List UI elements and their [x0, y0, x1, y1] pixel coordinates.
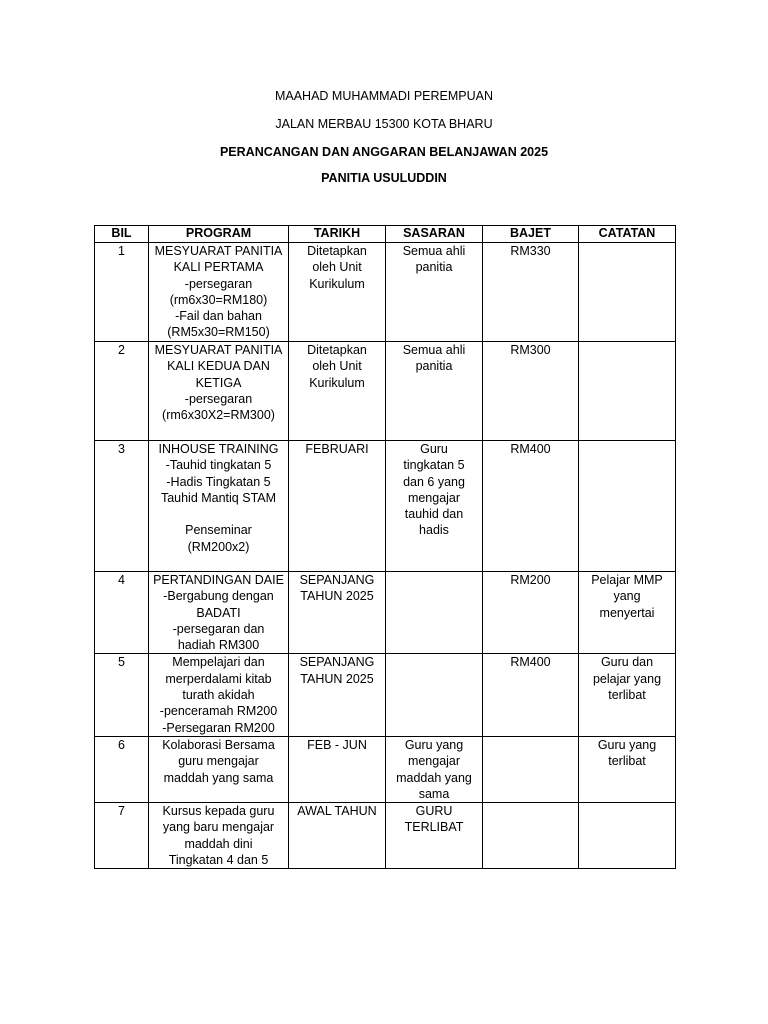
- cell-line: (rm6x30X2=RM300): [162, 408, 275, 423]
- cell-line: Guru dan: [600, 655, 654, 670]
- cell-line: AWAL TAHUN: [297, 804, 377, 819]
- cell-catatan: [579, 803, 676, 869]
- cell-sasaran: [386, 441, 483, 572]
- table-row: [95, 654, 676, 736]
- cell-line: RM330: [510, 244, 551, 258]
- cell-line: (rm6x30=RM180): [169, 292, 268, 307]
- cell-tarikh: [289, 803, 386, 869]
- cell-line: terlibat: [608, 754, 646, 769]
- cell-line: KETIGA: [195, 375, 242, 390]
- panel-name: PANITIA USULUDDIN: [321, 171, 447, 185]
- cell-line: Kursus kepada guru: [162, 804, 275, 819]
- table-body: [95, 243, 676, 869]
- cell-catatan: [579, 654, 676, 736]
- cell-line: Ditetapkan: [307, 244, 367, 258]
- cell-bil: 5: [95, 654, 149, 736]
- cell-sasaran: [386, 342, 483, 441]
- cell-line: INHOUSE TRAINING: [158, 442, 279, 456]
- cell-line: Semua ahli: [402, 343, 466, 357]
- cell-line: TERLIBAT: [404, 820, 464, 835]
- cell-bajet: [483, 572, 579, 654]
- column-header-bil: BIL: [95, 226, 149, 243]
- cell-tarikh: [289, 342, 386, 441]
- cell-line: MESYUARAT PANITIA: [154, 343, 283, 357]
- cell-line: -persegaran dan: [172, 621, 265, 636]
- cell-line: Mempelajari dan: [172, 655, 265, 670]
- cell-line: PERTANDINGAN DAIE: [153, 573, 284, 587]
- cell-line: (RM200x2): [187, 539, 250, 554]
- cell-line: Kurikulum: [309, 375, 365, 390]
- cell-tarikh: [289, 441, 386, 572]
- cell-line: SEPANJANG: [299, 573, 375, 587]
- table-header-row: [95, 226, 676, 243]
- cell-bil: 7: [95, 803, 149, 869]
- cell-tarikh: [289, 572, 386, 654]
- cell-line: GURU: [415, 804, 453, 819]
- cell-line: merperdalami kitab: [165, 671, 272, 686]
- cell-line: Tauhid Mantiq STAM: [160, 490, 277, 505]
- cell-bajet: [483, 342, 579, 441]
- table-row: [95, 243, 676, 342]
- cell-sasaran: [386, 243, 483, 342]
- cell-line: oleh Unit: [312, 359, 362, 374]
- cell-line: panitia: [415, 359, 453, 374]
- cell-line: -persegaran: [184, 276, 253, 291]
- cell-tarikh: [289, 736, 386, 802]
- cell-line: mengajar: [407, 490, 461, 505]
- cell-line: Kurikulum: [309, 276, 365, 291]
- cell-line: -penceramah RM200: [159, 704, 278, 719]
- cell-line: TAHUN 2025: [300, 589, 374, 604]
- cell-line: Pelajar MMP: [591, 573, 663, 587]
- cell-line: maddah yang sama: [163, 770, 274, 785]
- cell-line: yang baru mengajar: [162, 820, 275, 835]
- cell-line: hadiah RM300: [177, 638, 260, 653]
- cell-line: tauhid dan: [404, 507, 464, 522]
- cell-tarikh: [289, 243, 386, 342]
- cell-line: KALI KEDUA DAN: [167, 359, 270, 374]
- cell-bil: 1: [95, 243, 149, 342]
- column-header-sasaran: SASARAN: [386, 226, 483, 243]
- cell-tarikh: [289, 654, 386, 736]
- cell-bil: 6: [95, 736, 149, 802]
- column-header-tarikh: TARIKH: [289, 226, 386, 243]
- cell-catatan: [579, 736, 676, 802]
- cell-line: RM200: [510, 573, 551, 587]
- cell-catatan: [579, 441, 676, 572]
- cell-line: yang: [613, 589, 641, 604]
- cell-line: -Persegaran RM200: [162, 720, 275, 735]
- document-title: PERANCANGAN DAN ANGGARAN BELANJAWAN 2025: [219, 145, 549, 159]
- school-name: MAAHAD MUHAMMADI PEREMPUAN: [274, 89, 494, 103]
- cell-line: BADATI: [196, 605, 241, 620]
- cell-line: sama: [418, 786, 450, 801]
- cell-program: [149, 441, 289, 572]
- column-header-program: PROGRAM: [149, 226, 289, 243]
- cell-line: mengajar: [407, 754, 461, 769]
- cell-line: Guru yang: [597, 737, 657, 752]
- cell-program: [149, 243, 289, 342]
- cell-line: Semua ahli: [402, 244, 466, 258]
- cell-line: Ditetapkan: [307, 343, 367, 357]
- cell-catatan: [579, 572, 676, 654]
- cell-line: Penseminar: [185, 523, 252, 538]
- cell-bajet: [483, 654, 579, 736]
- budget-table: [94, 225, 676, 869]
- cell-line: [152, 506, 285, 522]
- cell-sasaran: [386, 736, 483, 802]
- table-row: [95, 803, 676, 869]
- cell-line: RM300: [510, 343, 551, 357]
- cell-bajet: [483, 736, 579, 802]
- cell-line: hadis: [419, 523, 449, 538]
- column-header-catatan: CATATAN: [579, 226, 676, 243]
- cell-bil: 4: [95, 572, 149, 654]
- cell-line: maddah yang: [396, 770, 472, 785]
- school-address: JALAN MERBAU 15300 KOTA BHARU: [275, 117, 493, 131]
- cell-line: tingkatan 5: [403, 458, 465, 473]
- table-row: [95, 572, 676, 654]
- cell-line: FEB - JUN: [307, 737, 367, 752]
- cell-catatan: [579, 342, 676, 441]
- cell-line: Guru: [420, 442, 448, 456]
- cell-line: (RM5x30=RM150): [167, 325, 270, 340]
- cell-line: TAHUN 2025: [300, 671, 374, 686]
- cell-line: SEPANJANG: [299, 655, 375, 670]
- cell-sasaran: [386, 572, 483, 654]
- cell-program: [149, 572, 289, 654]
- cell-line: -persegaran: [184, 391, 253, 406]
- cell-line: Guru yang: [404, 737, 464, 752]
- cell-sasaran: [386, 654, 483, 736]
- cell-line: MESYUARAT PANITIA: [154, 244, 283, 258]
- table-row: [95, 736, 676, 802]
- cell-line: turath akidah: [182, 688, 255, 703]
- cell-line: FEBRUARI: [305, 442, 369, 456]
- cell-line: maddah dini: [184, 836, 253, 851]
- cell-line: dan 6 yang: [403, 474, 465, 489]
- cell-line: menyertai: [599, 605, 655, 620]
- cell-bil: 3: [95, 441, 149, 572]
- cell-program: [149, 736, 289, 802]
- cell-program: [149, 342, 289, 441]
- cell-line: guru mengajar: [178, 754, 259, 769]
- cell-line: KALI PERTAMA: [173, 260, 264, 275]
- table-row: [95, 342, 676, 441]
- cell-line: oleh Unit: [312, 260, 362, 275]
- cell-line: pelajar yang: [592, 671, 662, 686]
- cell-line: -Hadis Tingkatan 5: [166, 474, 271, 489]
- cell-line: RM400: [510, 655, 551, 670]
- cell-line: Kolaborasi Bersama: [162, 737, 275, 752]
- cell-line: -Tauhid tingkatan 5: [165, 458, 272, 473]
- cell-line: terlibat: [608, 688, 646, 703]
- cell-bajet: [483, 243, 579, 342]
- table-row: [95, 441, 676, 572]
- cell-line: RM400: [510, 442, 551, 456]
- cell-bil: 2: [95, 342, 149, 441]
- cell-catatan: [579, 243, 676, 342]
- column-header-bajet: BAJET: [483, 226, 579, 243]
- cell-line: -Bergabung dengan: [163, 589, 274, 604]
- cell-line: -Fail dan bahan: [175, 309, 262, 324]
- cell-bajet: [483, 803, 579, 869]
- cell-program: [149, 803, 289, 869]
- cell-bajet: [483, 441, 579, 572]
- cell-line: Tingkatan 4 dan 5: [168, 853, 269, 868]
- cell-line: panitia: [415, 260, 453, 275]
- cell-program: [149, 654, 289, 736]
- cell-sasaran: [386, 803, 483, 869]
